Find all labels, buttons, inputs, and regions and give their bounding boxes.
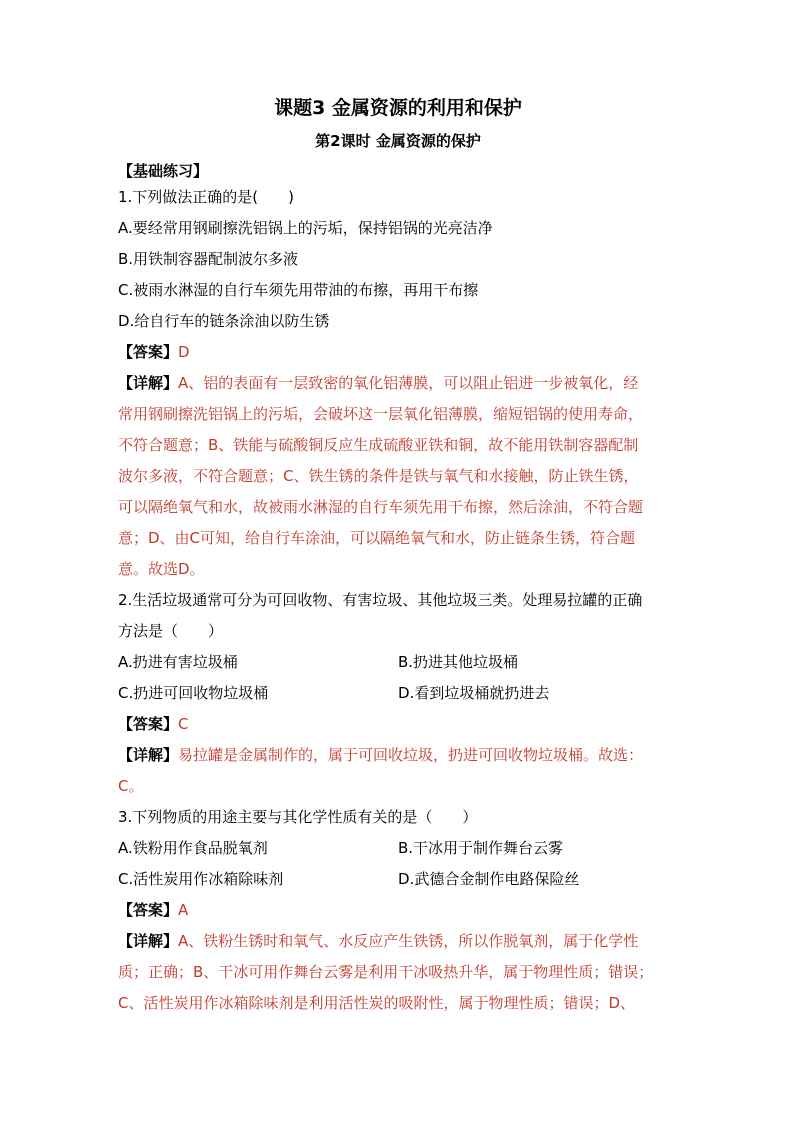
option-d: D.武德合金制作电路保险丝: [398, 870, 580, 888]
option-c: C.活性炭用作冰箱除味剂: [118, 870, 284, 888]
option-c: C.被雨水淋湿的自行车须先用带油的布擦，再用干布擦: [118, 281, 479, 299]
answer-value: A: [178, 901, 189, 919]
explanation: [118, 926, 678, 1019]
question-2: [118, 585, 678, 802]
question-3: [118, 802, 678, 1019]
question-stem: 2.生活垃圾通常可分为可回收物、有害垃圾、其他垃圾三类。处理易拉罐的正确: [118, 591, 643, 609]
answer-label: 【答案】: [118, 901, 179, 919]
explanation-line: 波尔多液，不符合题意；C、铁生锈的条件是铁与氧气和水接触，防止铁生锈，: [118, 467, 639, 485]
explanation-line: 意；D、由C可知，给自行车涂油，可以隔绝氧气和水，防止链条生锈，符合题: [118, 529, 636, 547]
explanation: [118, 368, 678, 585]
explanation-line: 可以隔绝氧气和水，故被雨水淋湿的自行车须先用干布擦，然后涂油，不符合题: [118, 498, 644, 516]
question-stem: 3.下列物质的用途主要与其化学性质有关的是（ ）: [118, 808, 478, 826]
option-b: B.干冰用于制作舞台云雾: [398, 839, 564, 857]
explanation-line: A、铁粉生锈时和氧气、水反应产生铁锈，所以作脱氧剂，属于化学性: [178, 932, 639, 950]
option-d: D.看到垃圾桶就扔进去: [398, 684, 550, 702]
explanation-line: 常用钢刷擦洗铝锅上的污垢，会破坏这一层氧化铝薄膜，缩短铝锅的使用寿命，: [118, 405, 644, 423]
option-a: A.扔进有害垃圾桶: [118, 653, 238, 671]
page-subtitle: 第2课时 金属资源的保护: [315, 132, 481, 150]
options-row: [118, 864, 678, 895]
answer-label: 【答案】: [118, 343, 179, 361]
option-c: C.扔进可回收物垃圾桶: [118, 684, 269, 702]
option-a: A.要经常用钢刷擦洗铝锅上的污垢，保持铝锅的光亮洁净: [118, 219, 493, 237]
answer-value: D: [178, 343, 190, 361]
page-title: 课题3 金属资源的利用和保护: [274, 97, 522, 119]
explanation-label: 【详解】: [118, 932, 179, 950]
question-1: [118, 182, 678, 585]
option-a: A.铁粉用作食品脱氧剂: [118, 839, 268, 857]
answer-label: 【答案】: [118, 715, 179, 733]
question-stem: 方法是（ ）: [118, 622, 224, 640]
option-b: B.用铁制容器配制波尔多液: [118, 250, 299, 268]
explanation-label: 【详解】: [118, 374, 179, 392]
option-d: D.给自行车的链条涂油以防生锈: [118, 312, 330, 330]
answer-value: C: [178, 715, 189, 733]
explanation-label: 【详解】: [118, 746, 179, 764]
explanation-line: A、铝的表面有一层致密的氧化铝薄膜，可以阻止铝进一步被氧化，经: [178, 374, 639, 392]
explanation: [118, 740, 678, 802]
answer-line: [118, 337, 678, 368]
options-row: [118, 647, 678, 678]
section-heading: 【基础练习】: [118, 162, 209, 180]
document-page: [118, 92, 678, 1019]
answer-line: [118, 895, 678, 926]
explanation-line: 质；正确；B、干冰可用作舞台云雾是利用干冰吸热升华，属于物理性质；错误；: [118, 963, 654, 981]
explanation-line: 不符合题意；B、铁能与硫酸铜反应生成硫酸亚铁和铜，故不能用铁制容器配制: [118, 436, 639, 454]
explanation-line: 易拉罐是金属制作的，属于可回收垃圾，扔进可回收物垃圾桶。故选：: [178, 746, 644, 764]
options-row: [118, 678, 678, 709]
option-b: B.扔进其他垃圾桶: [398, 653, 519, 671]
answer-line: [118, 709, 678, 740]
options-row: [118, 833, 678, 864]
explanation-line: C、活性炭用作冰箱除味剂是利用活性炭的吸附性，属于物理性质；错误；D、: [118, 994, 636, 1012]
question-stem: 1.下列做法正确的是( ): [118, 188, 295, 206]
explanation-line: 意。故选D。: [118, 560, 205, 578]
explanation-line: C。: [118, 777, 144, 795]
